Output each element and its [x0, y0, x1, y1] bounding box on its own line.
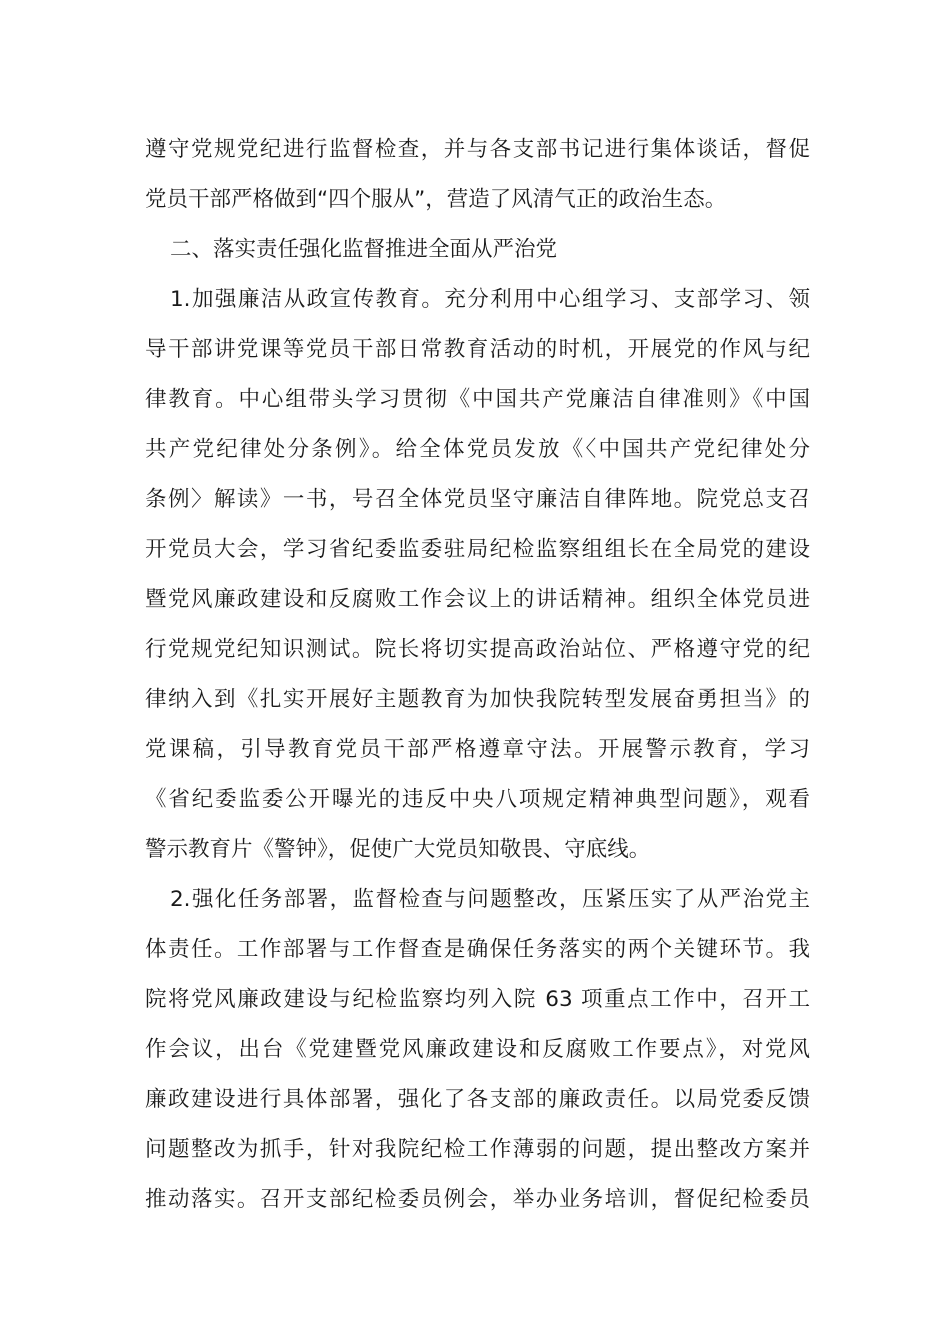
- text-line-11: 行党规党纪知识测试。院长将切实提高政治站位、严格遵守党的纪: [145, 637, 810, 662]
- text-line-8: 条例〉解读》一书，号召全体党员坚守廉洁自律阵地。院党总支召: [145, 487, 810, 512]
- section-heading: 二、落实责任强化监督推进全面从严治党: [170, 237, 558, 262]
- text-line-1: 遵守党规党纪进行监督检查，并与各支部书记进行集体谈话，督促: [145, 137, 810, 162]
- text-line-2: 党员干部严格做到“四个服从”，营造了风清气正的政治生态。: [145, 187, 727, 212]
- text-line-17: 体责任。工作部署与工作督查是确保任务落实的两个关键环节。我: [145, 937, 810, 962]
- text-line-16: 2.强化任务部署，监督检查与问题整改，压紧压实了从严治党主: [170, 887, 810, 912]
- text-line-9: 开党员大会，学习省纪委监委驻局纪检监察组组长在全局党的建设: [145, 537, 810, 562]
- text-line-5: 导干部讲党课等党员干部日常教育活动的时机，开展党的作风与纪: [145, 337, 810, 362]
- text-line-14: 《省纪委监委公开曝光的违反中央八项规定精神典型问题》，观看: [145, 787, 810, 812]
- text-line-20: 廉政建设进行具体部署，强化了各支部的廉政责任。以局党委反馈: [145, 1087, 810, 1112]
- text-line-21: 问题整改为抓手，针对我院纪检工作薄弱的问题，提出整改方案并: [145, 1137, 810, 1162]
- text-line-10: 暨党风廉政建设和反腐败工作会议上的讲话精神。组织全体党员进: [145, 587, 810, 612]
- text-line-18: 院将党风廉政建设与纪检监察均列入院 63 项重点工作中，召开工: [145, 987, 810, 1012]
- text-line-19: 作会议，出台《党建暨党风廉政建设和反腐败工作要点》，对党风: [145, 1037, 810, 1062]
- text-line-6: 律教育。中心组带头学习贯彻《中国共产党廉洁自律准则》《中国: [145, 387, 810, 412]
- text-line-13: 党课稿，引导教育党员干部严格遵章守法。开展警示教育，学习: [145, 737, 810, 762]
- text-line-7: 共产党纪律处分条例》。给全体党员发放《〈中国共产党纪律处分: [145, 437, 810, 462]
- text-line-4: 1.加强廉洁从政宣传教育。充分利用中心组学习、支部学习、领: [170, 287, 810, 312]
- text-line-22: 推动落实。召开支部纪检委员例会，举办业务培训，督促纪检委员: [145, 1187, 810, 1212]
- text-line-12: 律纳入到《扎实开展好主题教育为加快我院转型发展奋勇担当》的: [145, 687, 810, 712]
- text-line-15: 警示教育片《警钟》，促使广大党员知敬畏、守底线。: [145, 837, 651, 862]
